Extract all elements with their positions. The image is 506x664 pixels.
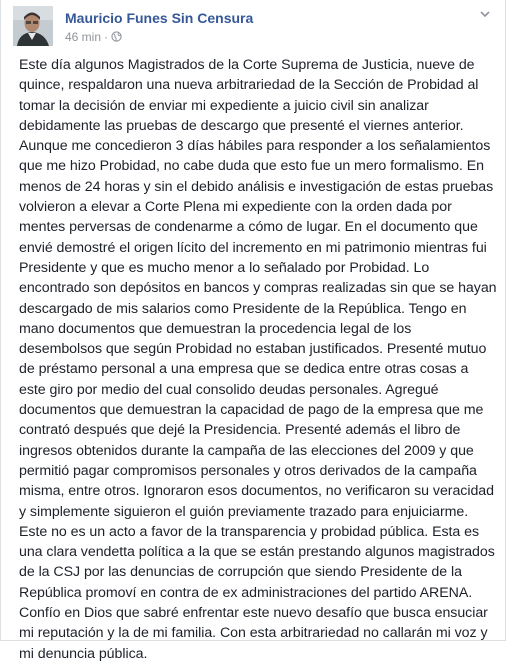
avatar[interactable]: [13, 6, 53, 46]
globe-icon[interactable]: [111, 31, 122, 45]
post-header: [13, 6, 505, 52]
profile-photo: [13, 6, 53, 46]
chevron-down-icon[interactable]: [477, 6, 493, 22]
post-body-text: Este día algunos Magistrados de la Corte Suprema de Justicia, nueve de quince, respaldaron una nueva arbitrariedad de la Sección de Probidad al tomar la decisión de enviar mi expediente a juicio civil sin analizar debidamente las pruebas de descargo que presenté el viernes anterior. Aunque me concedieron 3 días hábiles para responder a los señalamientos que me hizo Probidad, no cabe duda que esto fue un mero formalismo. En menos de 24 horas y sin el debido análisis e investigación de estas pruebas volvieron a elevar a Corte Plena mi expediente con la orden dada por mentes perversas de condenarme a cómo de lugar. En el documento que envié demostré el origen lícito del incremento en mi patrimonio mientras fui Presidente y que es mucho menor a lo señalado por Probidad. Lo encontrado son depósitos en bancos y compras realizadas sin que se hayan descargado de mis salarios como Presidente de la República. Tengo en mano documentos que demuestran la procedencia legal de los desembolsos que según Probidad no estaban justificados. Presenté mutuo de préstamo personal a una empresa que se dedica entre otras cosas a este giro por medio del cual consolido deudas personales. Agregué documentos que demuestran la capacidad de pago de la empresa que me contrató después que dejé la Presidencia. Presenté además el libro de ingresos obtenidos durante la campaña de las elecciones del 2009 y que permitió pagar compromisos personales y otros derivados de la campaña misma, entre otros. Ignoraron esos documentos, no verificaron su veracidad y simplemente siguieron el guión previamente trazado para enjuiciarme. Este no es un acto a favor de la transparencia y probidad pública. Esta es una clara vendetta política a la que se están prestando algunos magistrados de la CSJ por las denuncias de corrupción que siendo Presidente de la República promoví en contra de ex administraciones del partido ARENA. Confío en Dios que sabré enfrentar este nuevo desafío que busca ensuciar mi reputación y la de mi familia. Con esta arbitrariedad no callarán mi voz y mi denuncia pública.: [19, 57, 497, 662]
author-name[interactable]: Mauricio Funes Sin Censura: [65, 10, 254, 26]
meta-separator: ·: [104, 30, 109, 44]
post-meta: [65, 30, 122, 45]
post-timestamp[interactable]: 46 min: [65, 30, 102, 44]
